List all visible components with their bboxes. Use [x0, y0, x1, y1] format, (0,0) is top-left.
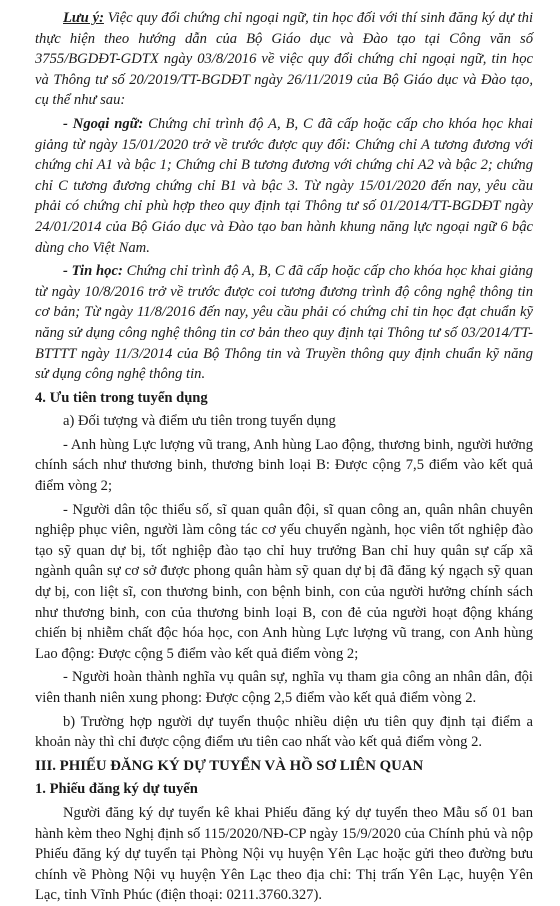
note-paragraph: [35, 8, 533, 111]
it-skill-label: - Tin học:: [63, 263, 123, 280]
it-skill-text: Chứng chỉ trình độ A, B, C đã cấp hoặc cấp cho khóa học khai giảng từ ngày 10/8/2016 trở về trước được coi tương đương trình độ công nghệ thông tin cơ bản; Từ ngày 11/8/2016 đến nay, yêu cầu phải có chứng chỉ tin học đạt chuẩn kỹ năng sử dụng công nghệ thông tin cơ bản theo quy định tại Thông tư số 03/2014/TT-BTTTT ngày 11/3/2014 của Bộ Thông tin và Truyền thông quy định chuẩn kỹ năng sử dụng công nghệ thông tin.: [35, 263, 534, 383]
priority-item-2: - Người dân tộc thiểu số, sĩ quan quân đội, sĩ quan công an, quân nhân chuyên nghiệp phục viên, người làm công tác cơ yếu chuyển ngành, học viên tốt nghiệp đào tạo sỹ quan dự bị, tốt nghiệp đào tạo chỉ huy trưởng Ban chỉ huy quân sự cấp xã ngành quân sự cơ sở được phong quân hàm sỹ quan dự bị đã đăng ký ngạch sỹ quan dự bị, con liệt sĩ, con thương binh, con bệnh binh, con của người hưởng chính sách như thương binh, con của thương binh loại B, con đẻ của người hoạt động kháng chiến bị nhiễm chất độc hóa học, con Anh hùng Lực lượng vũ trang, con Anh hùng Lao động: Được cộng 5 điểm vào kết quả điểm vòng 2;: [35, 501, 533, 662]
priority-item-1: - Anh hùng Lực lượng vũ trang, Anh hùng Lao động, thương binh, người hưởng chính sách như thương binh, thương binh loại B: Được cộng 7,5 điểm vào kết quả điểm vòng 2;: [35, 436, 533, 495]
section-4-b: b) Trường hợp người dự tuyển thuộc nhiều diện ưu tiên quy định tại điểm a khoản này thì chỉ được cộng điểm ưu tiên cao nhất vào kết quả điểm vòng 2.: [35, 713, 533, 751]
section-3-body: Người đăng ký dự tuyển kê khai Phiếu đăng ký dự tuyển theo Mẫu số 01 ban hành kèm theo Nghị định số 115/2020/NĐ-CP ngày 15/9/2020 của Chính phủ và nộp Phiếu đăng ký dự tuyển tại Phòng Nội vụ huyện Yên Lạc hoặc gửi theo đường bưu chính về Phòng Nội vụ huyện Yên Lạc theo địa chỉ: Thị trấn Yên Lạc, huyện Yên Lạc, tỉnh Vĩnh Phúc (điện thoại: 0211.3760.327).: [35, 804, 533, 904]
section-3-subheading: 1. Phiếu đăng ký dự tuyển: [35, 781, 198, 798]
note-text: Việc quy đổi chứng chỉ ngoại ngữ, tin học đối với thí sinh đăng ký dự thi thực hiện theo hướng dẫn của Bộ Giáo dục và Đào tạo tại Công văn số 3755/BGDĐT-GDTX ngày 03/8/2016 về việc quy đổi chứng chỉ ngoại ngữ, tin học và Thông tư số 20/2019/TT-BGDĐT ngày 26/11/2019 của Bộ Giáo dục và Đào tạo, cụ thể như sau:: [35, 10, 533, 109]
section-4-a: a) Đối tượng và điểm ưu tiên trong tuyển dụng: [63, 413, 336, 430]
foreign-language-label: - Ngoại ngữ:: [63, 115, 144, 132]
it-skill-paragraph: [35, 261, 533, 385]
foreign-language-paragraph: [35, 114, 533, 258]
foreign-language-text: Chứng chỉ trình độ A, B, C đã cấp hoặc cấp cho khóa học khai giảng từ ngày 15/01/2020 trở về trước được quy đổi: Chứng chỉ A tương đương với chứng chỉ A1 và bậc 1; Chứng chỉ B tương đương với chứng chỉ A2 và bậc 2; chứng chỉ C tương đương chứng chỉ B1 và bậc 3. Từ ngày 15/01/2020 đến nay, yêu cầu phải có chứng chỉ phù hợp theo quy định tại Thông tư số 01/2014/TT-BGDĐT ngày 24/01/2014 của Bộ Giáo dục và Đào tạo ban hành khung năng lực ngoại ngữ 6 bậc dùng cho Việt Nam.: [35, 115, 533, 256]
priority-item-3: - Người hoàn thành nghĩa vụ quân sự, nghĩa vụ tham gia công an nhân dân, đội viên thanh niên xung phong: Được cộng 2,5 điểm vào kết quả điểm vòng 2.: [35, 669, 533, 706]
section-4-heading: 4. Ưu tiên trong tuyển dụng: [35, 389, 208, 406]
note-label: Lưu ý:: [63, 10, 104, 26]
section-3-heading: III. PHIẾU ĐĂNG KÝ DỰ TUYỂN VÀ HỒ SƠ LIÊN QUAN: [35, 757, 424, 774]
